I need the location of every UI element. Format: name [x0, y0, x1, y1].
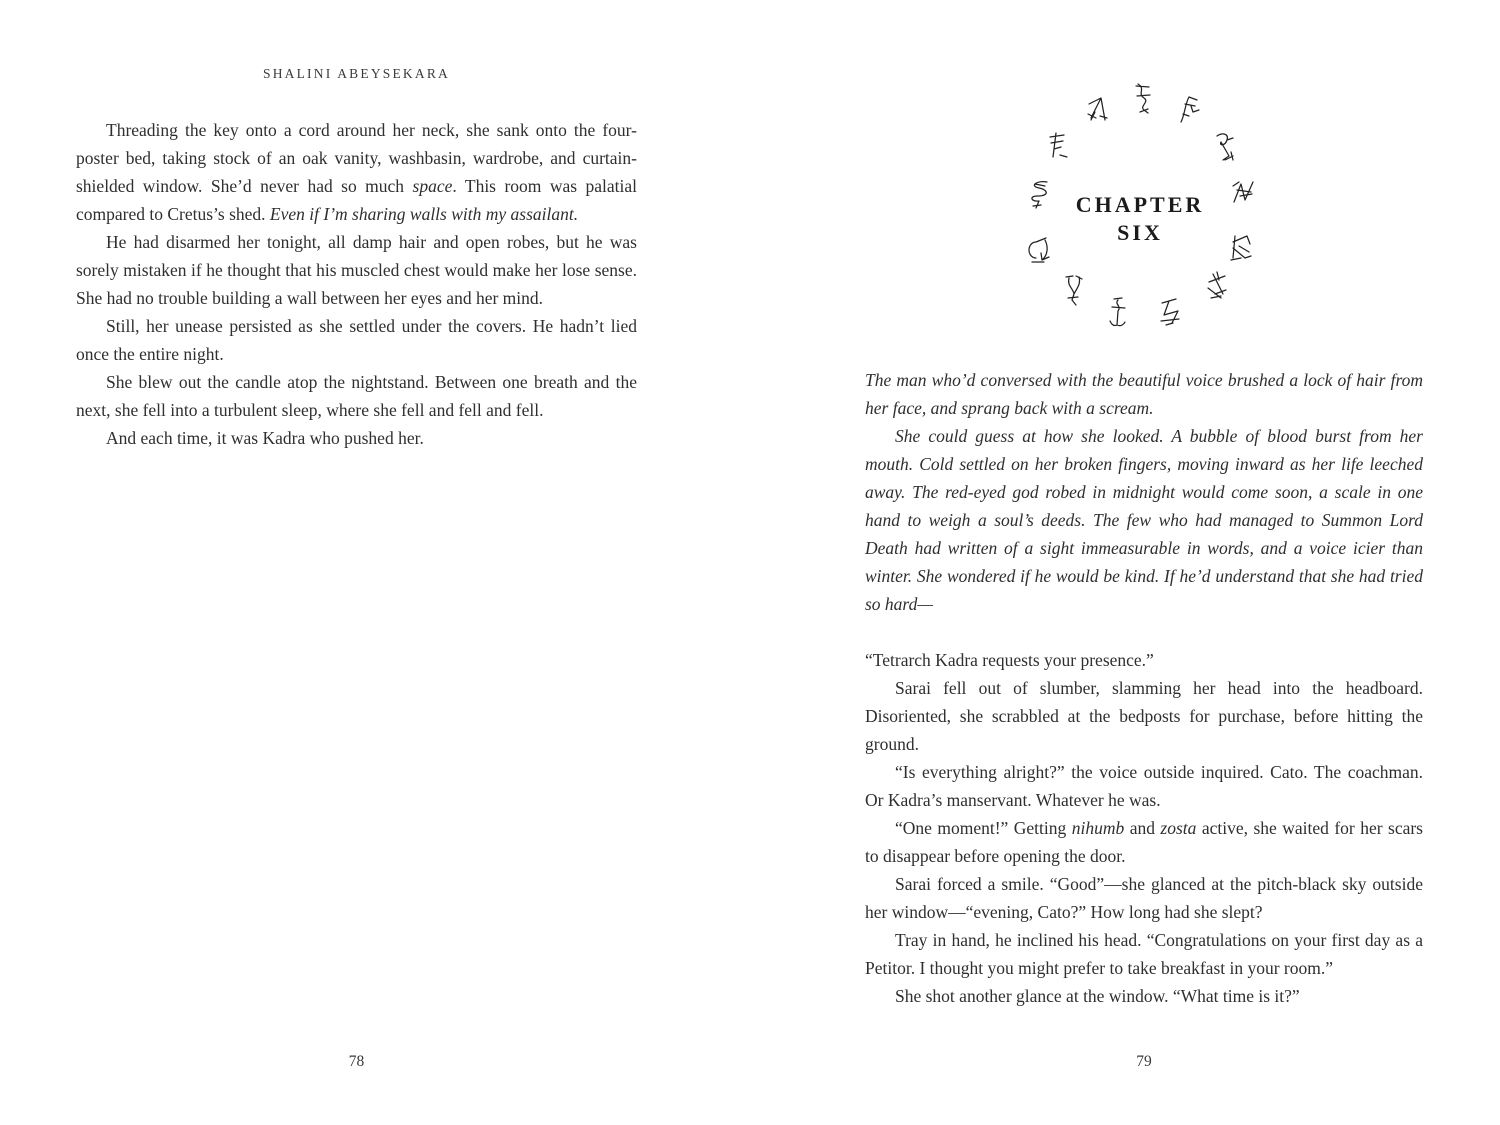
rune-glyph — [1066, 276, 1082, 305]
paragraph: And each time, it was Kadra who pushed her. — [106, 428, 424, 448]
page-number-right: 79 — [1136, 1053, 1152, 1070]
paragraph: Still, her unease persisted as she settled under the covers. He hadn’t lied once the entire night. — [76, 316, 637, 364]
paragraph: He had disarmed her tonight, all damp hair and open robes, but he was sorely mistaken if he thought that his muscled chest would make her lose sense. She had no trouble building a wall between her eyes and her mind. — [76, 232, 637, 308]
rune-glyph — [1110, 298, 1125, 326]
rune-glyph — [1208, 272, 1226, 298]
rune-glyph — [1050, 133, 1067, 157]
right-page-body — [865, 366, 1423, 1010]
rune-glyph — [1136, 84, 1150, 113]
paragraph: She shot another glance at the window. “What time is it?” — [895, 986, 1300, 1006]
narrative-text — [865, 646, 1423, 1010]
rune-glyph — [1161, 299, 1179, 325]
paragraph: The man who’d conversed with the beautiful voice brushed a lock of hair from her face, and sprang back with a scream. — [865, 370, 1423, 418]
rune-glyph — [1088, 98, 1107, 120]
left-page-body — [76, 116, 637, 452]
paragraph: Sarai forced a smile. “Good”—she glanced at the pitch-black sky outside her window—“evening, Cato?” How long had she slept? — [865, 874, 1423, 922]
paragraph: Tray in hand, he inclined his head. “Congratulations on your first day as a Petitor. I thought you might prefer to take breakfast in your room.” — [865, 930, 1423, 978]
running-header-author: SHALINI ABEYSEKARA — [263, 66, 450, 81]
paragraph: “One moment!” Getting nihumb and zosta active, she waited for her scars to disappear before opening the door. — [865, 818, 1423, 866]
page-number-left: 78 — [348, 1053, 365, 1070]
paragraph: She could guess at how she looked. A bubble of blood burst from her mouth. Cold settled on her broken fingers, moving inward as her life leeched away. The red-eyed god robed in midnight would come soon, a scale in one hand to weigh a soul’s deeds. The few who had managed to Summon Lord Death had written of a sight immeasurable in words, and a voice icier than winter. She wondered if he would be kind. If he’d understand that she had tried so hard— — [865, 426, 1423, 614]
chapter-heading — [1025, 191, 1255, 247]
chapter-number: SIX — [1117, 220, 1163, 245]
paragraph: “Is everything alright?” the voice outside inquired. Cato. The coachman. Or Kadra’s manservant. Whatever he was. — [865, 762, 1423, 810]
paragraph: Threading the key onto a cord around her neck, she sank onto the four-poster bed, taking stock of an oak vanity, washbasin, wardrobe, and curtain-shielded window. She’d never had so much space. This room was palatial compared to Cretus’s shed. Even if I’m sharing walls with my assailant. — [76, 120, 638, 224]
rune-glyph — [1217, 134, 1233, 160]
rune-glyph — [1181, 97, 1199, 122]
paragraph: “Tetrarch Kadra requests your presence.” — [865, 650, 1154, 670]
chapter-label: CHAPTER — [1075, 192, 1205, 217]
paragraph: She blew out the candle atop the nightstand. Between one breath and the next, she fell into a turbulent sleep, where she fell and fell and fell. — [76, 372, 637, 420]
dream-sequence-text — [865, 366, 1423, 618]
paragraph: Sarai fell out of slumber, slamming her head into the headboard. Disoriented, she scrabbled at the bedposts for purchase, before hitting the ground. — [865, 678, 1423, 754]
